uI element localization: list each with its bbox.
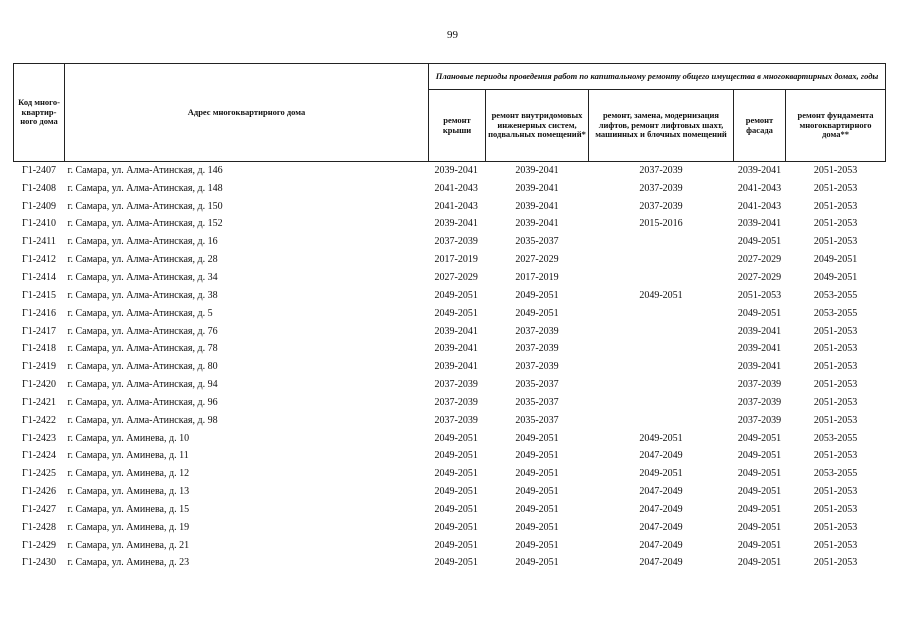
cell-foundation: 2051-2053 — [813, 503, 858, 515]
cell-roof: 2049-2051 — [434, 450, 478, 462]
cell-foundation: 2051-2053 — [813, 539, 858, 551]
cell-code: Г1-2428 — [21, 521, 57, 533]
table-row — [14, 198, 886, 216]
cell-address: г. Самара, ул. Алма-Атинская, д. 80 — [67, 361, 218, 373]
cell-systems: 2049-2051 — [515, 521, 559, 533]
header-elevators: ремонт, замена, модернизация лифтов, ремонт лифтовых шахт, машинных и блочных помещений — [589, 90, 734, 162]
cell-roof: 2039-2041 — [434, 218, 478, 230]
cell-facade: 2039-2041 — [737, 164, 782, 176]
cell-systems: 2049-2051 — [515, 307, 559, 319]
cell-code: Г1-2430 — [21, 557, 57, 569]
cell-address: г. Самара, ул. Алма-Атинская, д. 152 — [67, 218, 223, 230]
cell-foundation: 2051-2053 — [813, 521, 858, 533]
header-roof: ремонт крыши — [429, 90, 486, 162]
cell-foundation: 2051-2053 — [813, 414, 858, 426]
cell-address: г. Самара, ул. Алма-Атинская, д. 76 — [67, 325, 218, 337]
cell-elevators: 2047-2049 — [639, 503, 683, 515]
cell-elevators — [589, 233, 734, 251]
cell-foundation: 2053-2055 — [813, 289, 858, 301]
cell-elevators: 2047-2049 — [639, 521, 683, 533]
cell-foundation: 2051-2053 — [813, 182, 858, 194]
cell-systems: 2035-2037 — [515, 236, 559, 248]
cell-elevators: 2049-2051 — [639, 289, 683, 301]
cell-code: Г1-2408 — [21, 182, 57, 194]
cell-systems: 2049-2051 — [515, 289, 559, 301]
cell-code: Г1-2429 — [21, 539, 57, 551]
table-row — [14, 555, 886, 573]
cell-roof: 2037-2039 — [434, 236, 478, 248]
cell-address: г. Самара, ул. Алма-Атинская, д. 5 — [67, 307, 213, 319]
table-row — [14, 376, 886, 394]
cell-code: Г1-2416 — [21, 307, 57, 319]
table-row — [14, 519, 886, 537]
cell-facade: 2039-2041 — [737, 361, 782, 373]
cell-elevators — [589, 323, 734, 341]
cell-systems: 2035-2037 — [515, 396, 559, 408]
cell-systems: 2049-2051 — [515, 503, 559, 515]
cell-roof: 2049-2051 — [434, 432, 478, 444]
cell-systems: 2037-2039 — [515, 361, 559, 373]
cell-roof: 2049-2051 — [434, 503, 478, 515]
cell-elevators: 2047-2049 — [639, 557, 683, 569]
cell-facade: 2027-2029 — [737, 254, 782, 266]
header-systems: ремонт внутридомовых инженерных систем, подвальных помещений* — [486, 90, 589, 162]
table-row — [14, 269, 886, 287]
cell-roof: 2041-2043 — [434, 182, 478, 194]
cell-elevators — [589, 305, 734, 323]
cell-systems: 2027-2029 — [515, 254, 559, 266]
cell-code: Г1-2414 — [21, 271, 57, 283]
cell-code: Г1-2415 — [21, 289, 57, 301]
cell-systems: 2039-2041 — [515, 200, 559, 212]
cell-facade: 2049-2051 — [737, 486, 782, 498]
cell-foundation: 2051-2053 — [813, 236, 858, 248]
table-row — [14, 358, 886, 376]
cell-roof: 2037-2039 — [434, 379, 478, 391]
cell-systems: 2049-2051 — [515, 557, 559, 569]
cell-address: г. Самара, ул. Алма-Атинская, д. 34 — [67, 271, 218, 283]
cell-code: Г1-2411 — [22, 236, 56, 248]
cell-facade: 2049-2051 — [737, 307, 782, 319]
cell-address: г. Самара, ул. Алма-Атинская, д. 78 — [67, 343, 218, 355]
cell-address: г. Самара, ул. Аминева, д. 21 — [67, 539, 190, 551]
cell-foundation: 2051-2053 — [813, 557, 858, 569]
table-row — [14, 233, 886, 251]
cell-address: г. Самара, ул. Аминева, д. 13 — [67, 486, 190, 498]
cell-facade: 2049-2051 — [737, 503, 782, 515]
cell-address: г. Самара, ул. Алма-Атинская, д. 96 — [67, 396, 218, 408]
table-row — [14, 287, 886, 305]
table-body — [14, 162, 886, 573]
cell-systems: 2049-2051 — [515, 539, 559, 551]
cell-facade: 2027-2029 — [737, 271, 782, 283]
cell-elevators — [589, 269, 734, 287]
table-row — [14, 448, 886, 466]
cell-roof: 2039-2041 — [434, 343, 478, 355]
table-row — [14, 412, 886, 430]
cell-address: г. Самара, ул. Аминева, д. 10 — [67, 432, 190, 444]
cell-roof: 2049-2051 — [434, 289, 478, 301]
table-row — [14, 483, 886, 501]
cell-foundation: 2053-2055 — [813, 432, 858, 444]
cell-systems: 2037-2039 — [515, 343, 559, 355]
cell-systems: 2037-2039 — [515, 325, 559, 337]
cell-address: г. Самара, ул. Алма-Атинская, д. 94 — [67, 379, 218, 391]
cell-facade: 2041-2043 — [737, 182, 782, 194]
table-row — [14, 162, 886, 180]
capital-repair-table — [13, 63, 886, 572]
cell-roof: 2049-2051 — [434, 486, 478, 498]
table-row — [14, 323, 886, 341]
cell-code: Г1-2424 — [21, 450, 57, 462]
cell-systems: 2039-2041 — [515, 164, 559, 176]
header-address: Адрес многоквартирного дома — [65, 64, 429, 162]
cell-code: Г1-2418 — [21, 343, 57, 355]
cell-systems: 2039-2041 — [515, 218, 559, 230]
cell-address: г. Самара, ул. Алма-Атинская, д. 16 — [67, 236, 218, 248]
cell-facade: 2049-2051 — [737, 557, 782, 569]
cell-facade: 2037-2039 — [737, 396, 782, 408]
cell-code: Г1-2425 — [21, 468, 57, 480]
cell-foundation: 2051-2053 — [813, 486, 858, 498]
cell-systems: 2039-2041 — [515, 182, 559, 194]
cell-facade: 2039-2041 — [737, 343, 782, 355]
cell-code: Г1-2419 — [21, 361, 57, 373]
cell-foundation: 2051-2053 — [813, 218, 858, 230]
cell-systems: 2017-2019 — [515, 271, 559, 283]
cell-address: г. Самара, ул. Алма-Атинская, д. 28 — [67, 254, 218, 266]
cell-roof: 2039-2041 — [434, 164, 478, 176]
cell-roof: 2039-2041 — [434, 361, 478, 373]
cell-roof: 2049-2051 — [434, 539, 478, 551]
cell-roof: 2027-2029 — [434, 271, 478, 283]
table-row — [14, 501, 886, 519]
table-row — [14, 340, 886, 358]
cell-facade: 2037-2039 — [737, 414, 782, 426]
cell-roof: 2039-2041 — [434, 325, 478, 337]
cell-code: Г1-2412 — [21, 254, 57, 266]
cell-roof: 2049-2051 — [434, 468, 478, 480]
cell-systems: 2035-2037 — [515, 379, 559, 391]
cell-roof: 2049-2051 — [434, 521, 478, 533]
cell-foundation: 2051-2053 — [813, 361, 858, 373]
cell-foundation: 2049-2051 — [813, 254, 858, 266]
cell-foundation: 2051-2053 — [813, 343, 858, 355]
cell-foundation: 2051-2053 — [813, 164, 858, 176]
cell-systems: 2049-2051 — [515, 468, 559, 480]
cell-elevators: 2037-2039 — [639, 164, 683, 176]
header-code: Код много-квартир-ного дома — [14, 64, 65, 162]
cell-elevators — [589, 412, 734, 430]
cell-facade: 2051-2053 — [737, 289, 782, 301]
cell-code: Г1-2427 — [21, 503, 57, 515]
table-row — [14, 394, 886, 412]
cell-facade: 2049-2051 — [737, 521, 782, 533]
cell-foundation: 2053-2055 — [813, 468, 858, 480]
cell-facade: 2039-2041 — [737, 218, 782, 230]
cell-elevators — [589, 394, 734, 412]
cell-address: г. Самара, ул. Аминева, д. 23 — [67, 557, 190, 569]
cell-elevators: 2037-2039 — [639, 182, 683, 194]
table-row — [14, 216, 886, 234]
page-number: 99 — [447, 29, 458, 41]
cell-facade: 2049-2051 — [737, 539, 782, 551]
cell-roof: 2041-2043 — [434, 200, 478, 212]
cell-systems: 2049-2051 — [515, 486, 559, 498]
cell-foundation: 2051-2053 — [813, 325, 858, 337]
cell-elevators: 2037-2039 — [639, 200, 683, 212]
cell-code: Г1-2420 — [21, 379, 57, 391]
table-row — [14, 537, 886, 555]
cell-code: Г1-2422 — [21, 414, 57, 426]
cell-facade: 2039-2041 — [737, 325, 782, 337]
cell-address: г. Самара, ул. Аминева, д. 11 — [67, 450, 189, 462]
cell-roof: 2017-2019 — [434, 254, 478, 266]
cell-code: Г1-2426 — [21, 486, 57, 498]
cell-systems: 2049-2051 — [515, 450, 559, 462]
cell-elevators — [589, 358, 734, 376]
cell-foundation: 2051-2053 — [813, 379, 858, 391]
table-row — [14, 465, 886, 483]
table-row — [14, 305, 886, 323]
cell-foundation: 2051-2053 — [813, 450, 858, 462]
cell-address: г. Самара, ул. Аминева, д. 19 — [67, 521, 190, 533]
cell-elevators: 2049-2051 — [639, 432, 683, 444]
cell-facade: 2041-2043 — [737, 200, 782, 212]
cell-code: Г1-2421 — [21, 396, 57, 408]
cell-facade: 2049-2051 — [737, 468, 782, 480]
cell-foundation: 2051-2053 — [813, 396, 858, 408]
cell-elevators: 2047-2049 — [639, 486, 683, 498]
cell-code: Г1-2417 — [21, 325, 57, 337]
cell-elevators: 2049-2051 — [639, 468, 683, 480]
header-facade: ремонт фасада — [734, 90, 786, 162]
cell-code: Г1-2409 — [21, 200, 57, 212]
cell-address: г. Самара, ул. Аминева, д. 12 — [67, 468, 190, 480]
cell-foundation: 2051-2053 — [813, 200, 858, 212]
cell-elevators — [589, 251, 734, 269]
cell-facade: 2037-2039 — [737, 379, 782, 391]
cell-address: г. Самара, ул. Алма-Атинская, д. 98 — [67, 414, 218, 426]
table-row — [14, 180, 886, 198]
cell-roof: 2037-2039 — [434, 414, 478, 426]
cell-code: Г1-2423 — [21, 432, 57, 444]
cell-address: г. Самара, ул. Алма-Атинская, д. 150 — [67, 200, 223, 212]
cell-code: Г1-2407 — [21, 164, 57, 176]
cell-foundation: 2053-2055 — [813, 307, 858, 319]
cell-address: г. Самара, ул. Алма-Атинская, д. 146 — [67, 164, 223, 176]
cell-code: Г1-2410 — [21, 218, 57, 230]
cell-address: г. Самара, ул. Алма-Атинская, д. 148 — [67, 182, 223, 194]
table-row — [14, 251, 886, 269]
header-group-periods: Плановые периоды проведения работ по капитальному ремонту общего имущества в многоквартирных домах, годы — [429, 64, 886, 90]
header-foundation: ремонт фундамента многоквартирного дома** — [786, 90, 886, 162]
cell-address: г. Самара, ул. Алма-Атинская, д. 38 — [67, 289, 218, 301]
cell-facade: 2049-2051 — [737, 432, 782, 444]
cell-elevators — [589, 376, 734, 394]
cell-roof: 2049-2051 — [434, 557, 478, 569]
cell-address: г. Самара, ул. Аминева, д. 15 — [67, 503, 190, 515]
cell-elevators: 2015-2016 — [639, 218, 683, 230]
cell-systems: 2035-2037 — [515, 414, 559, 426]
cell-facade: 2049-2051 — [737, 450, 782, 462]
cell-facade: 2049-2051 — [737, 236, 782, 248]
table-row — [14, 430, 886, 448]
cell-elevators: 2047-2049 — [639, 539, 683, 551]
cell-roof: 2037-2039 — [434, 396, 478, 408]
cell-elevators: 2047-2049 — [639, 450, 683, 462]
cell-elevators — [589, 340, 734, 358]
cell-systems: 2049-2051 — [515, 432, 559, 444]
cell-roof: 2049-2051 — [434, 307, 478, 319]
cell-foundation: 2049-2051 — [813, 271, 858, 283]
